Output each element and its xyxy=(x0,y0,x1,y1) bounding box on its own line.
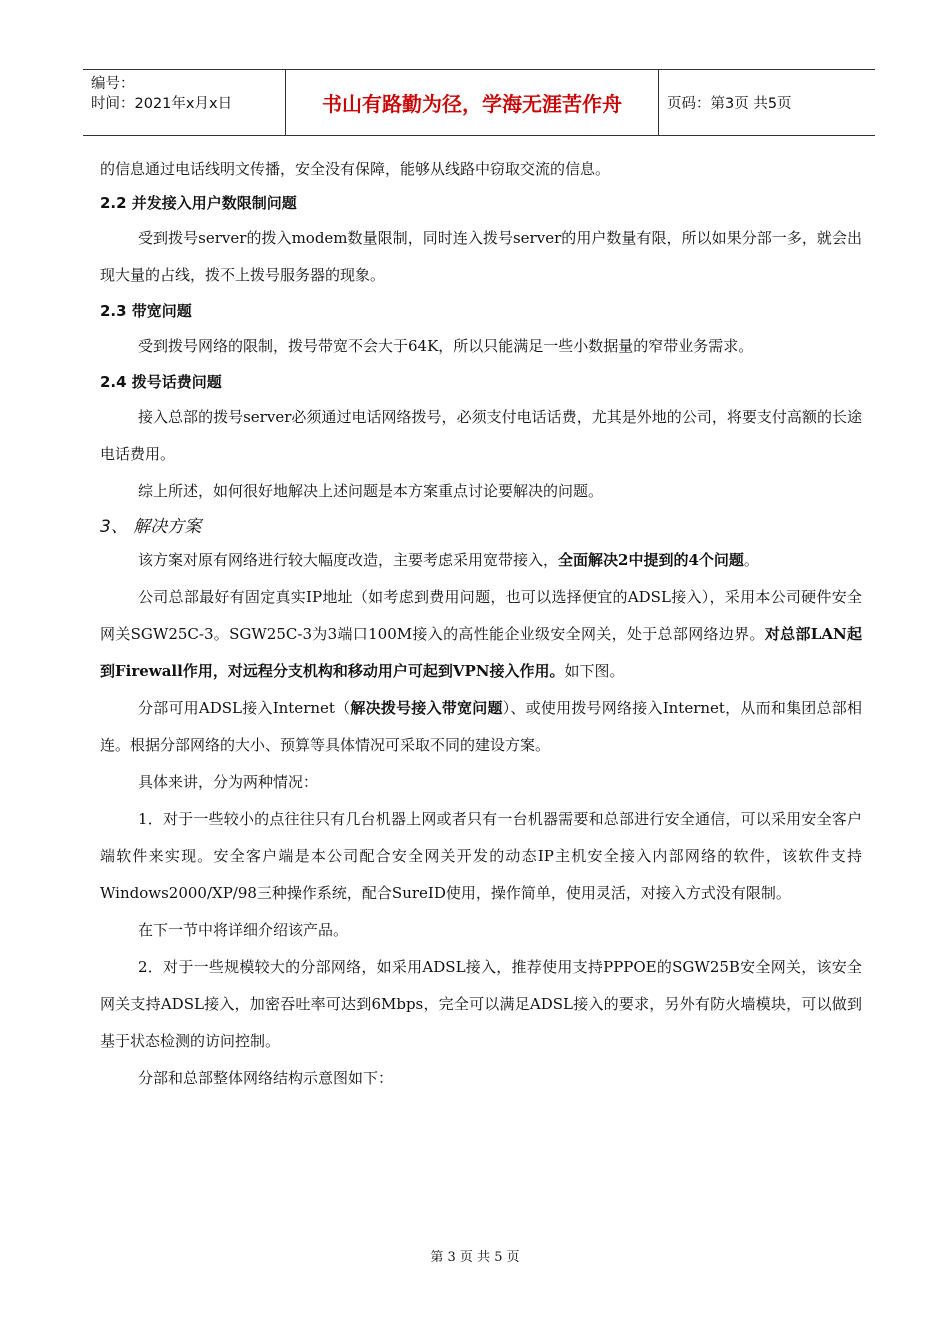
heading-2-2: 2.2 并发接入用户数限制问题 xyxy=(100,194,297,212)
header-page-info: 页码：第3页 共5页 xyxy=(667,96,792,112)
paragraph-3g: 2．对于一些规模较大的分部网络，如采用ADSL接入，推荐使用支持PPPOE的SGW25B安全网关，该安全网关支持ADSL接入，加密吞吐率可达到6Mbps，完全可以满足ADSL接入的要求，另外有防火墙模块，可以做到基于状态检测的访问控制。 xyxy=(100,958,862,1050)
paragraph-3c xyxy=(100,690,862,764)
paragraph-3b xyxy=(100,579,862,690)
paragraph-2-3: 受到拨号网络的限制，拨号带宽不会大于64K，所以只能满足一些小数据量的窄带业务需求。 xyxy=(138,337,754,355)
text-segment: ）、或使用拨号网络接入Internet，从而和集团总部相连。根据分部网络的大小、预算等具体情况可采取不同的建设方案。 xyxy=(100,699,862,754)
heading-2-3: 2.3 带宽问题 xyxy=(100,302,192,320)
paragraph-3e: 1．对于一些较小的点往往只有几台机器上网或者只有一台机器需要和总部进行安全通信，可以采用安全客户端软件来实现。安全客户端是本公司配合安全网关开发的动态IP主机安全接入内部网络的软件，该软件支持Windows2000/XP/98三种操作系统，配合SureID使用，操作简单，使用灵活，对接入方式没有限制。 xyxy=(100,810,862,902)
text-segment: 。 xyxy=(743,551,759,569)
header-meta xyxy=(83,70,286,135)
bold-segment: 解决拨号接入带宽问题 xyxy=(350,699,503,717)
heading-2-4: 2.4 拨号话费问题 xyxy=(100,373,222,391)
heading-3: 3、 解决方案 xyxy=(100,517,202,537)
paragraph-3h: 分部和总部整体网络结构示意图如下： xyxy=(138,1069,394,1087)
paragraph-3f: 在下一节中将详细介绍该产品。 xyxy=(138,921,349,939)
paragraph-summary: 综上所述，如何很好地解决上述问题是本方案重点讨论要解决的问题。 xyxy=(138,482,604,500)
bold-segment: 全面解决2中提到的4个问题 xyxy=(558,551,744,569)
paragraph-3d: 具体来讲，分为两种情况： xyxy=(138,773,319,791)
paragraph-2-4: 接入总部的拨号server必须通过电话网络拨号，必须支付电话话费，尤其是外地的公司，将要支付高额的长途电话费用。 xyxy=(100,408,862,463)
text-segment: 如下图。 xyxy=(564,662,625,680)
doc-number-label: 编号： xyxy=(91,76,135,92)
paragraph-3a xyxy=(100,542,862,579)
text-segment: 公司总部最好有固定真实IP地址（如考虑到费用问题，也可以选择便宜的ADSL接入），采用本公司硬件安全网关SGW25C-3。SGW25C-3为3端口100M接入的高性能企业级安全网关，处于总部网络边界。 xyxy=(100,588,862,643)
text-segment: 该方案对原有网络进行较大幅度改造，主要考虑采用宽带接入， xyxy=(138,551,559,569)
document-body xyxy=(100,153,862,1097)
paragraph-intro: 的信息通过电话线明文传播，安全没有保障，能够从线路中窃取交流的信息。 xyxy=(100,160,611,178)
header-motto: 书山有路勤为径，学海无涯苦作舟 xyxy=(286,70,659,135)
doc-date: 时间：2021年x月x日 xyxy=(91,96,233,112)
page-footer: 第 3 页 共 5 页 xyxy=(430,1250,520,1265)
page-header xyxy=(83,69,875,136)
paragraph-2-2: 受到拨号server的拨入modem数量限制，同时连入拨号server的用户数量有限，所以如果分部一多，就会出现大量的占线，拨不上拨号服务器的现象。 xyxy=(100,229,862,284)
text-segment: 分部可用ADSL接入Internet（ xyxy=(138,699,351,717)
bold-segment: 对总部LAN起到Firewall作用，对远程分支机构和移动用户可起到VPN接入作用。 xyxy=(100,625,862,680)
